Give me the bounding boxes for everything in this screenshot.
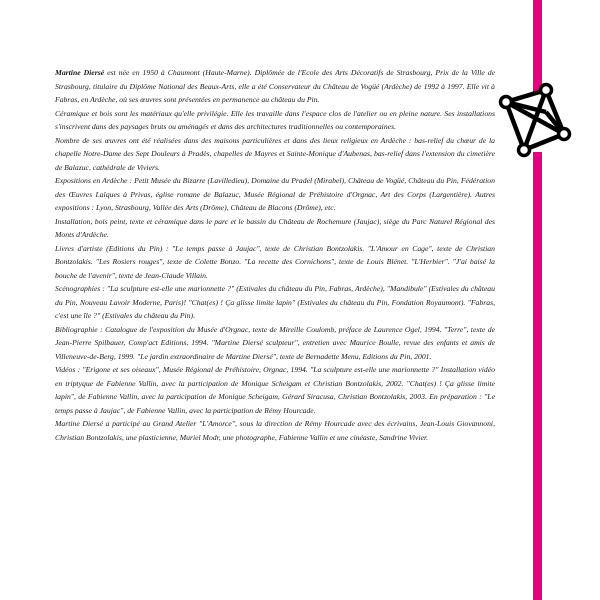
bio-intro-text: est née en 1950 à Chaumont (Haute-Marne). Diplômée de l'Ecole des Arts Décoratifs de Strasbourg, Prix de la Ville de Strasbourg, titulaire du Diplôme National des Beaux-Arts, elle a été Conservateur du Château de Vogüé (Ardèche) de 1992 à 1997. Elle vit à Fabras, en Ardèche, où ses œuvres sont présentées en permanence au château du Pin. [55, 68, 496, 104]
bio-paragraph-works: Nombre de ses œuvres ont été réalisées dans des maisons particulières et dans des lieux religieux en Ardèche : bas-relief du chœur de la chapelle Notre-Dame des Sept Douleurs à Pradès, chapelles de Mayres et Sainte-Monique d'Aubenas, bas-relief dans l'extension du cimetière de Balazuc, cathédrale de Viviers. [55, 135, 495, 172]
bio-paragraph-scenographies: Scénographies : "La sculpture est-elle une marionnette ?" (Estivales du château du Pin, Fabras, Ardèche), "Mandibule" (Estivales du château du Pin, Nouveau Lavoir Moderne, Paris)! "Chat(es) ! Ça glisse limite lapin" (Estivales du château du Pin, Fondation Royaumont). "Fabras, c'est une île ?" (Estivales du château du Pin). [55, 284, 495, 320]
bio-paragraph-grand-atelier: Martine Diersé a participé au Grand Atelier "L'Amorce", sous la direction de Rémy Hourcade avec des écrivains, Jean-Louis Giovannoni, Christian Bontzolakis, une plasticienne, Muriel Modr, une photographe, Fabienne Vallin et une cinéaste, Sandrine Vivier. [55, 419, 495, 442]
bio-paragraph-videos: Vidéos : "Erigone et ses oiseaux", Musée Régional de Préhistoire, Orgnac, 1994. "La sculpture est-elle une marionnette ?" Installation vidéo en triptyque de Fabienne Vallin, avec la participation de Monique Scheigam et Christian Bontzolakis, 2002. "Chat(es) ! Ça glisse limite lapin", de Fabienne Vallin, avec la participation de Monique Scheigam, Gérard Siracusa, Christian Bontzolakis, 2003. En préparation : "Le temps passe à Jaujac", de Fabienne Vallin, avec la participation de Rémy Hourcade. [55, 365, 495, 415]
bio-paragraph-materials: Céramique et bois sont les matériaux qu'elle privilégie. Elle les travaille dans l'espace clos de l'atelier ou en pleine nature. Ses installations s'inscrivent dans des paysages bruts ou aménagés et dans des architectures traditionnelles ou contemporaines. [55, 108, 495, 131]
bio-paragraph-bibliography: Bibliographie : Catalogue de l'exposition du Musée d'Orgnac, texte de Mireille Coulomb, préface de Laurence Ogel, 1994. "Terre", texte de Jean-Pierre Spilbauer, Comp'act Editions, 1994. "Martine Diersé sculpteur", entretien avec Maurice Boulle, revue des enfants et amis de Villeneuve-de-Berg, 1999. "Le jardin extraordinaire de Martine Diersé", texte de Bernadette Menu, Editions du Pin, 2001. [55, 324, 495, 361]
bio-paragraph-installation: Installation, bois peint, texte et céramique dans le parc et le bassin du Château de Rochemure (Jaujac), siège du Parc Naturel Régional des Monts d'Ardèche. [55, 216, 495, 239]
connected-square-network-icon [496, 82, 574, 162]
bio-paragraph-intro [55, 66, 495, 107]
bio-paragraph-exhibitions: Expositions en Ardèche : Petit Musée du Bizarre (Lavilledieu), Domaine du Pradel (Mirabel), Château de Vogüé, Château du Pin, Fédération des Œuvres Laïques à Privas, église romane de Balazuc, Musée Régional de Préhistoire d'Orgnac, Art des Corps (Largentière). Autres expositions : Lyon, Strasbourg, Vallée des Arts (Drôme), Château de Blacons (Drôme), etc. [55, 176, 495, 212]
bio-paragraph-artist-books: Livres d'artiste (Editions du Pin) : "Le temps passe à Jaujac", texte de Christian Bontzolakis. "L'Amour en Cage", texte de Christian Bontzolakis. "Les Rosiers rouges", texte de Colette Bonzo. "La recette des Cornichons", texte de Louis Blénet. "L'Herbier". "J'ai baisé la bouche de l'avenir", texte de Jean-Claude Villain. [55, 243, 495, 280]
author-name: Martine Diersé [55, 68, 105, 77]
artist-biography [55, 66, 495, 444]
